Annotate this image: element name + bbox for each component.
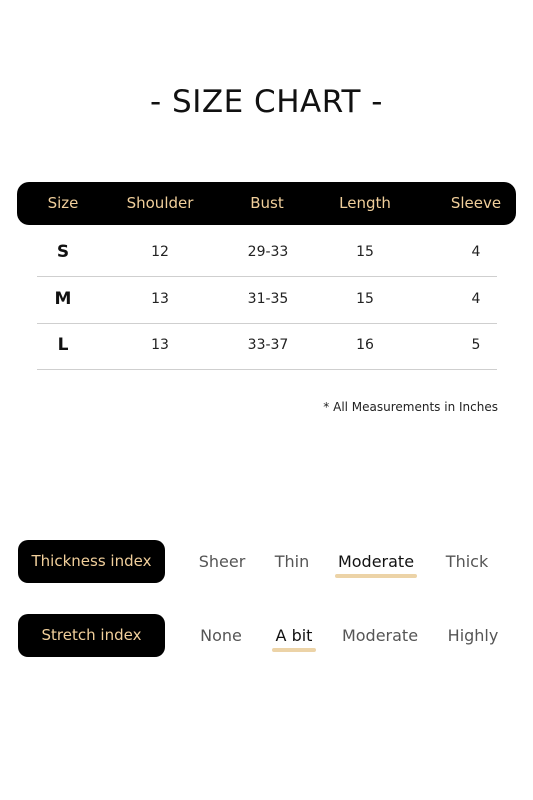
thickness-selected-underline bbox=[335, 574, 417, 578]
header-sleeve: Sleeve bbox=[450, 194, 502, 212]
cell-sleeve: 4 bbox=[471, 291, 481, 307]
cell-size: L bbox=[57, 335, 69, 355]
cell-bust: 29-33 bbox=[247, 244, 289, 260]
stretch-index-label: Stretch index bbox=[18, 614, 165, 657]
stretch-selected-underline bbox=[272, 648, 316, 652]
cell-length: 16 bbox=[356, 337, 374, 353]
stretch-option-moderate: Moderate bbox=[341, 626, 419, 645]
header-bust: Bust bbox=[250, 194, 284, 212]
cell-shoulder: 13 bbox=[151, 337, 169, 353]
cell-bust: 31-35 bbox=[247, 291, 289, 307]
header-shoulder: Shoulder bbox=[126, 194, 194, 212]
cell-size: S bbox=[56, 242, 70, 262]
table-header bbox=[17, 182, 516, 225]
page-title: - SIZE CHART - bbox=[150, 84, 383, 120]
stretch-option-highly: Highly bbox=[447, 626, 499, 645]
table-row bbox=[37, 322, 497, 370]
cell-shoulder: 13 bbox=[151, 291, 169, 307]
cell-bust: 33-37 bbox=[247, 337, 289, 353]
header-size: Size bbox=[47, 194, 79, 212]
thickness-option-moderate: Moderate bbox=[337, 552, 415, 571]
cell-length: 15 bbox=[356, 244, 374, 260]
thickness-option-thin: Thin bbox=[274, 552, 310, 571]
measurement-note: * All Measurements in Inches bbox=[323, 400, 498, 414]
stretch-option-a-bit: A bit bbox=[275, 626, 313, 645]
thickness-index-label: Thickness index bbox=[18, 540, 165, 583]
cell-sleeve: 5 bbox=[471, 337, 481, 353]
cell-length: 15 bbox=[356, 291, 374, 307]
table-row bbox=[37, 229, 497, 277]
cell-shoulder: 12 bbox=[151, 244, 169, 260]
cell-size: M bbox=[54, 289, 72, 309]
thickness-option-thick: Thick bbox=[445, 552, 489, 571]
stretch-option-none: None bbox=[200, 626, 242, 645]
header-length: Length bbox=[339, 194, 391, 212]
cell-sleeve: 4 bbox=[471, 244, 481, 260]
thickness-option-sheer: Sheer bbox=[198, 552, 246, 571]
table-row bbox=[37, 276, 497, 324]
